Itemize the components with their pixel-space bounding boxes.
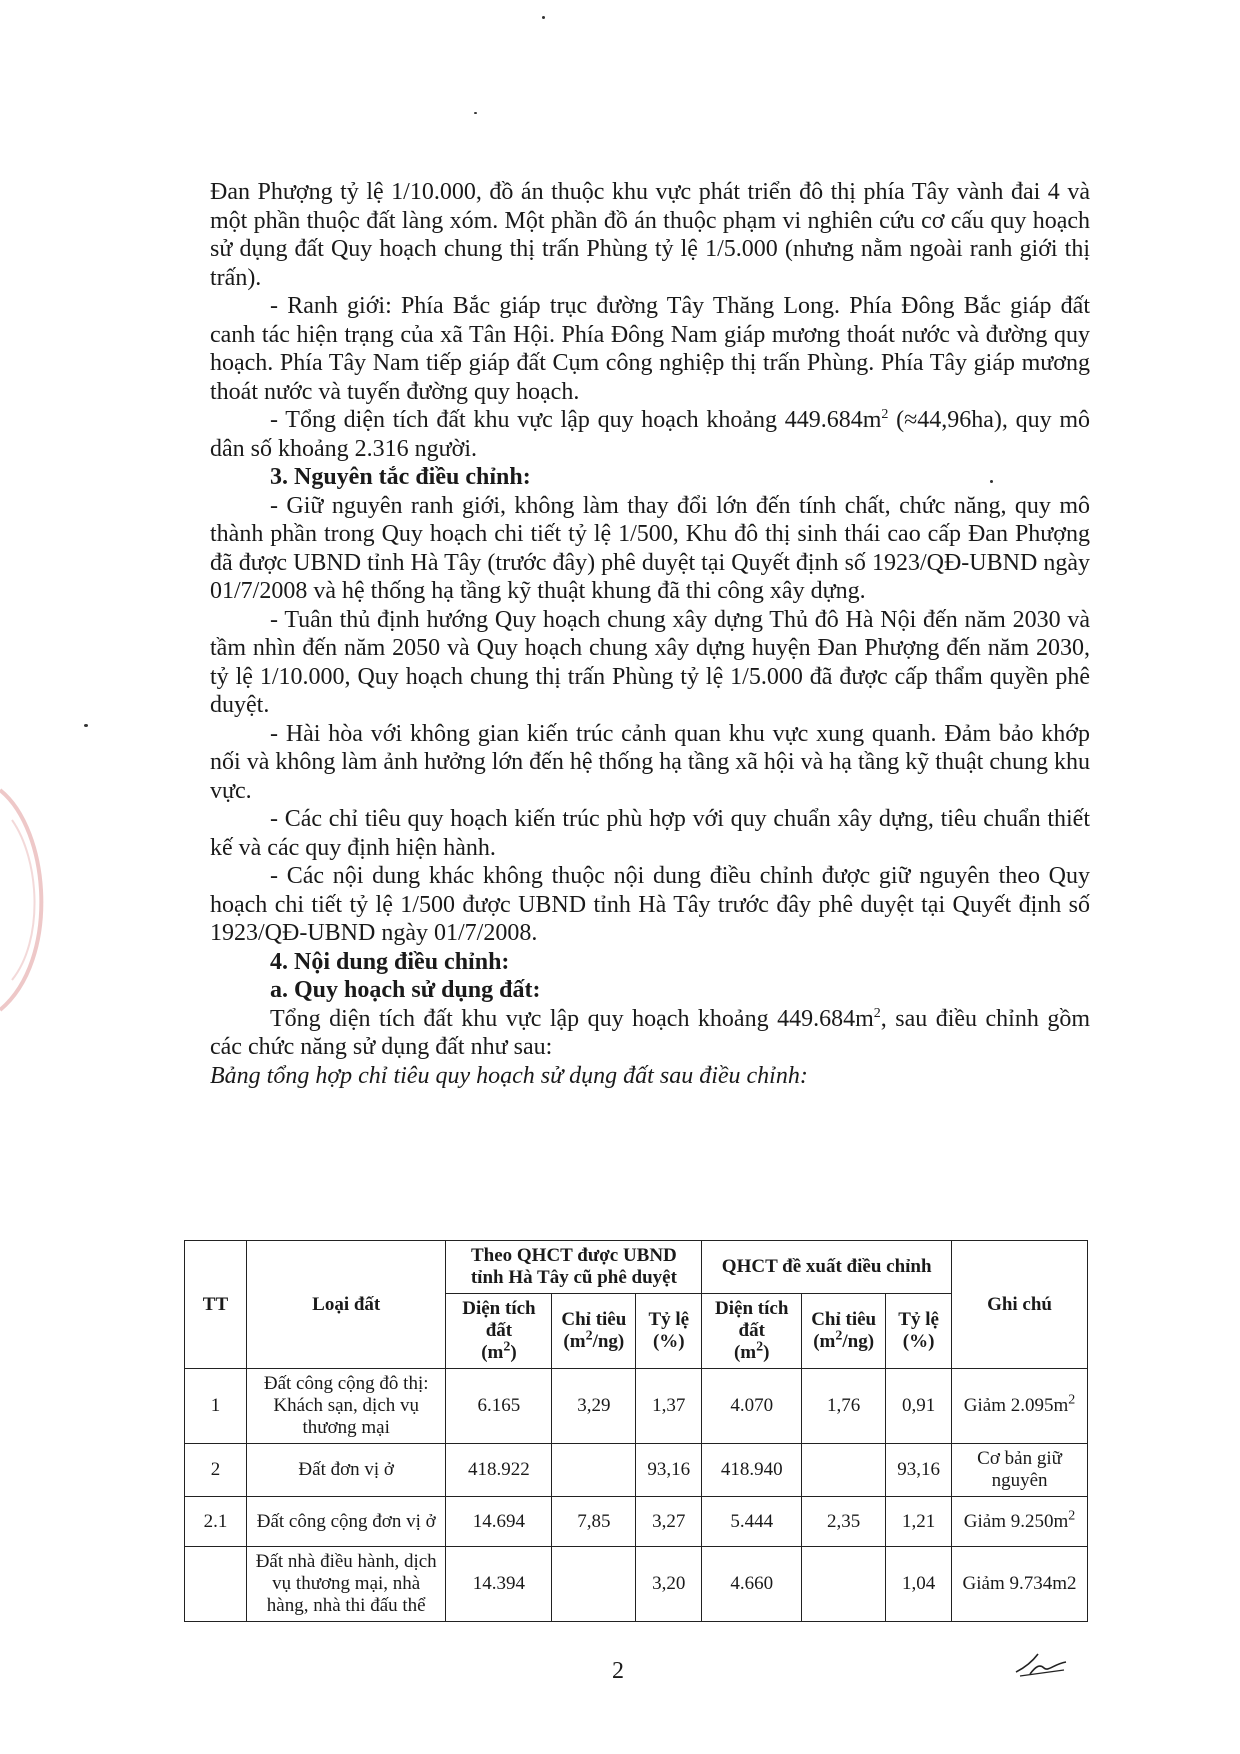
cell-norm-1: 7,85 (552, 1497, 636, 1547)
cell-note: Giảm $9.250m^2$ (952, 1497, 1088, 1547)
principle-item: - Tuân thủ định hướng Quy hoạch chung xây dựng Thủ đô Hà Nội đến năm 2030 và tầm nhìn đến năm 2050 và Quy hoạch chung xây dựng huyện Đan Phượng đến năm 2030, tỷ lệ 1/10.000, Quy hoạch chung thị trấn Phùng tỷ lệ 1/5.000 đã được cấp thẩm quyền phê duyệt. (210, 606, 1090, 718)
cell-ratio-1: 3,27 (636, 1497, 702, 1547)
paragraph-total-area: - Tổng diện tích đất khu vực lập quy hoạch khoảng $449.684m^2$ (≈44,96ha), quy mô dân số khoảng 2.316 người. (210, 407, 1090, 462)
red-seal-fragment-icon (0, 780, 70, 1020)
principle-item: - Các chỉ tiêu quy hoạch kiến trúc phù hợp với quy chuẩn xây dựng, tiêu chuẩn thiết kế và các quy định hiện hành. (210, 806, 1090, 861)
table-row (185, 1547, 1088, 1622)
cell-ratio-2: 0,91 (886, 1369, 952, 1444)
cell-tt (185, 1547, 247, 1622)
cell-ratio-1: 93,16 (636, 1444, 702, 1497)
cell-area-1: 14.394 (446, 1547, 552, 1622)
cell-ratio-1: 3,20 (636, 1547, 702, 1622)
cell-note: Giảm $2.095m^2$ (952, 1369, 1088, 1444)
scan-speck (84, 724, 88, 727)
cell-land-type: Đất công cộng đơn vị ở (246, 1497, 446, 1547)
table-caption: Bảng tổng hợp chỉ tiêu quy hoạch sử dụng đất sau điều chỉnh: (210, 1062, 808, 1089)
section-4-heading: 4. Nội dung điều chỉnh: (270, 948, 510, 975)
header-norm-2: Chỉ tiêu $(m^2/ng)$ (802, 1294, 886, 1369)
cell-land-type: Đất nhà điều hành, dịch vụ thương mại, nhà hàng, nhà thi đấu thể (246, 1547, 446, 1622)
table-row (185, 1369, 1088, 1444)
cell-norm-1 (552, 1547, 636, 1622)
cell-tt: 2.1 (185, 1497, 247, 1547)
header-proposed-plan: QHCT đề xuất điều chỉnh (702, 1241, 952, 1294)
cell-area-2: 5.444 (702, 1497, 802, 1547)
table-row (185, 1444, 1088, 1497)
cell-norm-2 (802, 1547, 886, 1622)
paragraph-planning-context: Đan Phượng tỷ lệ 1/10.000, đồ án thuộc khu vực phát triển đô thị phía Tây vành đai 4 và một phần thuộc đất làng xóm. Một phần đồ án thuộc phạm vi nghiên cứu cơ cấu quy hoạch sử dụng đất Quy hoạch chung thị trấn Phùng tỷ lệ 1/5.000 (nhưng nằm ngoài ranh giới thị trấn). (210, 179, 1090, 291)
cell-area-2: 4.070 (702, 1369, 802, 1444)
cell-land-type: Đất đơn vị ở (246, 1444, 446, 1497)
cell-ratio-2: 1,21 (886, 1497, 952, 1547)
cell-area-1: 6.165 (446, 1369, 552, 1444)
section-4a-heading: a. Quy hoạch sử dụng đất: (270, 977, 541, 1003)
scan-speck (990, 480, 993, 483)
page-number: 2 (612, 1658, 624, 1684)
cell-norm-2: 2,35 (802, 1497, 886, 1547)
header-approved-plan: Theo QHCT được UBND tỉnh Hà Tây cũ phê duyệt (446, 1241, 702, 1294)
land-use-intro: Tổng diện tích đất khu vực lập quy hoạch khoảng $449.684m^2$, sau điều chỉnh gồm các chức năng sử dụng đất như sau: (210, 1005, 1090, 1060)
cell-ratio-2: 93,16 (886, 1444, 952, 1497)
principle-item: - Hài hòa với không gian kiến trúc cảnh quan khu vực xung quanh. Đảm bảo khớp nối và không làm ảnh hưởng lớn đến hệ thống hạ tầng xã hội và hạ tầng kỹ thuật chung khu vực. (210, 720, 1090, 804)
cell-land-type: Đất công cộng đô thị: Khách sạn, dịch vụ thương mại (246, 1369, 446, 1444)
cell-norm-1 (552, 1444, 636, 1497)
header-area-2: Diện tích đất $(m^2)$ (702, 1294, 802, 1369)
section-3-heading: 3. Nguyên tắc điều chỉnh: (270, 464, 531, 490)
cell-tt: 1 (185, 1369, 247, 1444)
cell-area-2: 4.660 (702, 1547, 802, 1622)
header-area-1: Diện tích đất $(m^2)$ (446, 1294, 552, 1369)
handwritten-initial-icon (1010, 1650, 1070, 1680)
cell-norm-2 (802, 1444, 886, 1497)
cell-note: Cơ bản giữ nguyên (952, 1444, 1088, 1497)
header-ratio-2: Tỷ lệ (%) (886, 1294, 952, 1369)
paragraph-boundary: - Ranh giới: Phía Bắc giáp trục đường Tây Thăng Long. Phía Đông Bắc giáp đất canh tác hiện trạng của xã Tân Hội. Phía Đông Nam giáp mương thoát nước và đường quy hoạch. Phía Tây Nam tiếp giáp đất Cụm công nghiệp thị trấn Phùng. Phía Tây giáp mương thoát nước và tuyến đường quy hoạch. (210, 293, 1090, 405)
table-row (185, 1497, 1088, 1547)
principle-item: - Các nội dung khác không thuộc nội dung điều chỉnh được giữ nguyên theo Quy hoạch chi tiết tỷ lệ 1/500 được UBND tỉnh Hà Tây trước đây phê duyệt tại Quyết định số 1923/QĐ-UBND ngày 01/7/2008. (210, 863, 1090, 946)
header-norm-1: Chỉ tiêu $(m^2/ng)$ (552, 1294, 636, 1369)
cell-area-1: 418.922 (446, 1444, 552, 1497)
cell-norm-2: 1,76 (802, 1369, 886, 1444)
header-note: Ghi chú (952, 1241, 1088, 1369)
land-use-table (184, 1240, 1088, 1622)
scan-speck (542, 16, 545, 19)
cell-area-1: 14.694 (446, 1497, 552, 1547)
cell-ratio-2: 1,04 (886, 1547, 952, 1622)
principle-item: - Giữ nguyên ranh giới, không làm thay đổi lớn đến tính chất, chức năng, quy mô thành phần trong Quy hoạch chi tiết tỷ lệ 1/500, Khu đô thị sinh thái cao cấp Đan Phượng đã được UBND tỉnh Hà Tây (trước đây) phê duyệt tại Quyết định số 1923/QĐ-UBND ngày 01/7/2008 và hệ thống hạ tầng kỹ thuật khung đã thi công xây dựng. (210, 492, 1090, 604)
cell-norm-1: 3,29 (552, 1369, 636, 1444)
document-body (210, 178, 1090, 1090)
header-ratio-1: Tỷ lệ (%) (636, 1294, 702, 1369)
cell-ratio-1: 1,37 (636, 1369, 702, 1444)
header-land-type: Loại đất (246, 1241, 446, 1369)
header-tt: TT (185, 1241, 247, 1369)
cell-area-2: 418.940 (702, 1444, 802, 1497)
cell-tt: 2 (185, 1444, 247, 1497)
cell-note: Giảm 9.734m2 (952, 1547, 1088, 1622)
scan-speck (474, 112, 477, 114)
